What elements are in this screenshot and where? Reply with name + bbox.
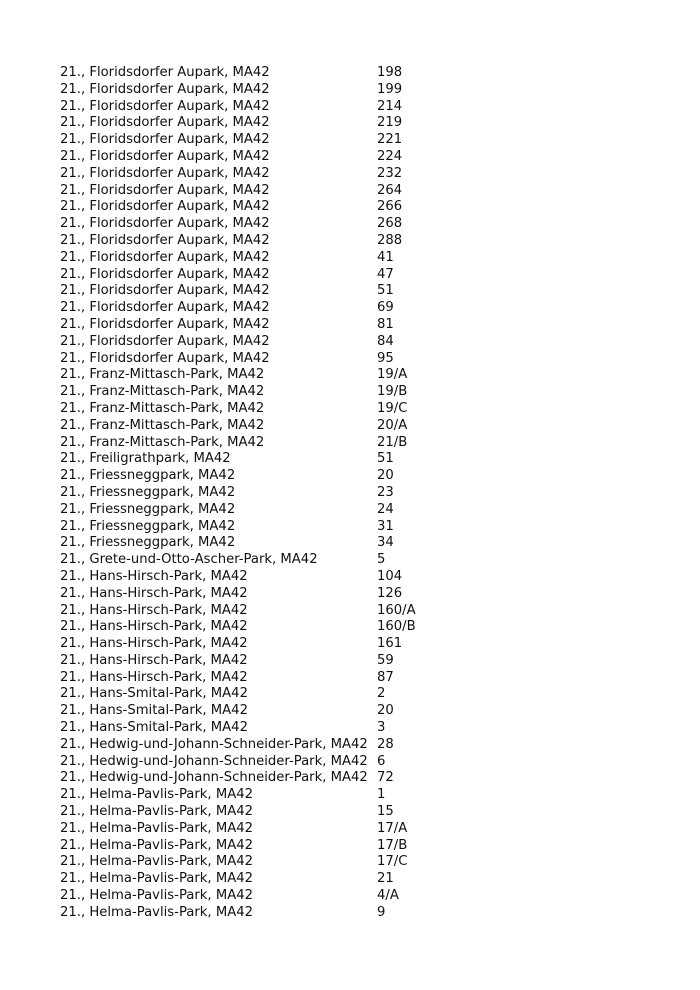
table-row bbox=[60, 535, 660, 552]
park-name-cell: 21., Hans-Hirsch-Park, MA42 bbox=[60, 619, 248, 635]
park-name-cell: 21., Floridsdorfer Aupark, MA42 bbox=[60, 300, 270, 316]
table-row bbox=[60, 451, 660, 468]
tree-number-cell: 23 bbox=[377, 484, 394, 500]
tree-number-cell: 2 bbox=[377, 686, 386, 702]
tree-number-cell: 34 bbox=[377, 535, 394, 551]
tree-number-cell: 198 bbox=[377, 65, 403, 80]
tree-number-cell: 1 bbox=[377, 787, 386, 803]
park-name-cell: 21., Floridsdorfer Aupark, MA42 bbox=[60, 165, 270, 181]
table-row bbox=[60, 132, 660, 149]
park-name-cell: 21., Helma-Pavlis-Park, MA42 bbox=[60, 871, 254, 887]
park-name-cell: 21., Franz-Mittasch-Park, MA42 bbox=[60, 367, 265, 383]
park-name-cell: 21., Franz-Mittasch-Park, MA42 bbox=[60, 434, 265, 450]
tree-number-cell: 87 bbox=[377, 669, 394, 685]
tree-number-cell: 20 bbox=[377, 703, 394, 719]
tree-number-cell: 72 bbox=[377, 770, 394, 786]
table-row bbox=[60, 115, 660, 132]
table-row bbox=[60, 183, 660, 200]
park-name-cell: 21., Helma-Pavlis-Park, MA42 bbox=[60, 854, 254, 870]
table-row bbox=[60, 787, 660, 804]
park-name-cell: 21., Hedwig-und-Johann-Schneider-Park, MA42 bbox=[60, 753, 368, 769]
park-name-cell: 21., Floridsdorfer Aupark, MA42 bbox=[60, 216, 270, 232]
table-row bbox=[60, 468, 660, 485]
park-name-cell: 21., Floridsdorfer Aupark, MA42 bbox=[60, 65, 270, 80]
tree-number-cell: 264 bbox=[377, 182, 403, 198]
park-name-cell: 21., Friessneggpark, MA42 bbox=[60, 501, 236, 517]
table-row bbox=[60, 82, 660, 99]
tree-number-cell: 84 bbox=[377, 333, 394, 349]
tree-number-cell: 4/A bbox=[377, 888, 399, 904]
table-row bbox=[60, 334, 660, 351]
table-row bbox=[60, 519, 660, 536]
park-name-cell: 21., Franz-Mittasch-Park, MA42 bbox=[60, 417, 265, 433]
tree-number-cell: 5 bbox=[377, 552, 386, 568]
tree-number-cell: 232 bbox=[377, 165, 403, 181]
table-row bbox=[60, 636, 660, 653]
park-name-cell: 21., Hedwig-und-Johann-Schneider-Park, MA42 bbox=[60, 736, 368, 752]
table-row bbox=[60, 199, 660, 216]
park-name-cell: 21., Hedwig-und-Johann-Schneider-Park, MA42 bbox=[60, 770, 368, 786]
park-name-cell: 21., Freiligrathpark, MA42 bbox=[60, 451, 231, 467]
park-name-cell: 21., Helma-Pavlis-Park, MA42 bbox=[60, 837, 254, 853]
park-name-cell: 21., Floridsdorfer Aupark, MA42 bbox=[60, 283, 270, 299]
tree-number-cell: 21 bbox=[377, 871, 394, 887]
tree-number-cell: 19/A bbox=[377, 367, 408, 383]
park-name-cell: 21., Floridsdorfer Aupark, MA42 bbox=[60, 199, 270, 215]
park-name-cell: 21., Franz-Mittasch-Park, MA42 bbox=[60, 400, 265, 416]
tree-number-cell: 224 bbox=[377, 148, 403, 164]
tree-number-cell: 268 bbox=[377, 216, 403, 232]
park-name-cell: 21., Floridsdorfer Aupark, MA42 bbox=[60, 249, 270, 265]
park-name-cell: 21., Floridsdorfer Aupark, MA42 bbox=[60, 98, 270, 114]
tree-number-cell: 17/A bbox=[377, 820, 408, 836]
park-name-cell: 21., Helma-Pavlis-Park, MA42 bbox=[60, 904, 254, 920]
park-name-cell: 21., Friessneggpark, MA42 bbox=[60, 518, 236, 534]
tree-number-cell: 126 bbox=[377, 585, 403, 601]
table-row bbox=[60, 233, 660, 250]
tree-number-cell: 24 bbox=[377, 501, 394, 517]
table-row bbox=[60, 821, 660, 838]
table-row bbox=[60, 770, 660, 787]
park-name-cell: 21., Floridsdorfer Aupark, MA42 bbox=[60, 148, 270, 164]
tree-number-cell: 20/A bbox=[377, 417, 408, 433]
park-tree-list bbox=[60, 65, 660, 922]
tree-number-cell: 81 bbox=[377, 316, 394, 332]
park-name-cell: 21., Floridsdorfer Aupark, MA42 bbox=[60, 182, 270, 198]
table-row bbox=[60, 485, 660, 502]
table-row bbox=[60, 351, 660, 368]
table-row bbox=[60, 149, 660, 166]
table-row bbox=[60, 216, 660, 233]
tree-number-cell: 47 bbox=[377, 266, 394, 282]
table-row bbox=[60, 905, 660, 922]
tree-number-cell: 221 bbox=[377, 132, 403, 148]
table-row bbox=[60, 317, 660, 334]
table-row bbox=[60, 619, 660, 636]
tree-number-cell: 160/B bbox=[377, 619, 416, 635]
table-row bbox=[60, 888, 660, 905]
tree-number-cell: 199 bbox=[377, 81, 403, 97]
table-row bbox=[60, 586, 660, 603]
table-row bbox=[60, 401, 660, 418]
park-name-cell: 21., Hans-Hirsch-Park, MA42 bbox=[60, 585, 248, 601]
table-row bbox=[60, 384, 660, 401]
table-row bbox=[60, 804, 660, 821]
table-row bbox=[60, 686, 660, 703]
tree-number-cell: 219 bbox=[377, 115, 403, 131]
tree-number-cell: 17/B bbox=[377, 837, 408, 853]
park-name-cell: 21., Franz-Mittasch-Park, MA42 bbox=[60, 384, 265, 400]
table-row bbox=[60, 653, 660, 670]
tree-number-cell: 288 bbox=[377, 232, 403, 248]
tree-number-cell: 6 bbox=[377, 753, 386, 769]
table-row bbox=[60, 283, 660, 300]
park-name-cell: 21., Helma-Pavlis-Park, MA42 bbox=[60, 888, 254, 904]
tree-number-cell: 104 bbox=[377, 568, 403, 584]
table-row bbox=[60, 552, 660, 569]
table-row bbox=[60, 754, 660, 771]
park-name-cell: 21., Hans-Smital-Park, MA42 bbox=[60, 703, 248, 719]
tree-number-cell: 15 bbox=[377, 804, 394, 820]
park-name-cell: 21., Helma-Pavlis-Park, MA42 bbox=[60, 787, 254, 803]
table-row bbox=[60, 65, 660, 82]
park-name-cell: 21., Hans-Hirsch-Park, MA42 bbox=[60, 636, 248, 652]
tree-number-cell: 69 bbox=[377, 300, 394, 316]
tree-number-cell: 161 bbox=[377, 636, 403, 652]
table-row bbox=[60, 720, 660, 737]
park-name-cell: 21., Friessneggpark, MA42 bbox=[60, 484, 236, 500]
tree-number-cell: 17/C bbox=[377, 854, 408, 870]
tree-number-cell: 59 bbox=[377, 652, 394, 668]
tree-number-cell: 21/B bbox=[377, 434, 408, 450]
tree-number-cell: 31 bbox=[377, 518, 394, 534]
table-row bbox=[60, 703, 660, 720]
table-row bbox=[60, 854, 660, 871]
tree-number-cell: 19/C bbox=[377, 400, 408, 416]
tree-number-cell: 51 bbox=[377, 451, 394, 467]
table-row bbox=[60, 166, 660, 183]
table-row bbox=[60, 871, 660, 888]
park-name-cell: 21., Floridsdorfer Aupark, MA42 bbox=[60, 266, 270, 282]
park-name-cell: 21., Hans-Hirsch-Park, MA42 bbox=[60, 669, 248, 685]
park-name-cell: 21., Hans-Smital-Park, MA42 bbox=[60, 686, 248, 702]
tree-number-cell: 51 bbox=[377, 283, 394, 299]
table-row bbox=[60, 367, 660, 384]
table-row bbox=[60, 838, 660, 855]
table-row bbox=[60, 99, 660, 116]
park-name-cell: 21., Hans-Smital-Park, MA42 bbox=[60, 720, 248, 736]
park-name-cell: 21., Floridsdorfer Aupark, MA42 bbox=[60, 350, 270, 366]
park-name-cell: 21., Hans-Hirsch-Park, MA42 bbox=[60, 652, 248, 668]
park-name-cell: 21., Floridsdorfer Aupark, MA42 bbox=[60, 316, 270, 332]
table-row bbox=[60, 267, 660, 284]
tree-number-cell: 28 bbox=[377, 736, 394, 752]
tree-number-cell: 266 bbox=[377, 199, 403, 215]
table-row bbox=[60, 603, 660, 620]
table-row bbox=[60, 502, 660, 519]
table-row bbox=[60, 418, 660, 435]
park-name-cell: 21., Helma-Pavlis-Park, MA42 bbox=[60, 804, 254, 820]
park-name-cell: 21., Floridsdorfer Aupark, MA42 bbox=[60, 115, 270, 131]
park-name-cell: 21., Floridsdorfer Aupark, MA42 bbox=[60, 81, 270, 97]
tree-number-cell: 41 bbox=[377, 249, 394, 265]
tree-number-cell: 20 bbox=[377, 468, 394, 484]
park-name-cell: 21., Grete-und-Otto-Ascher-Park, MA42 bbox=[60, 552, 318, 568]
tree-number-cell: 214 bbox=[377, 98, 403, 114]
table-row bbox=[60, 569, 660, 586]
park-name-cell: 21., Helma-Pavlis-Park, MA42 bbox=[60, 820, 254, 836]
table-row bbox=[60, 300, 660, 317]
tree-number-cell: 95 bbox=[377, 350, 394, 366]
park-name-cell: 21., Hans-Hirsch-Park, MA42 bbox=[60, 568, 248, 584]
table-row bbox=[60, 250, 660, 267]
table-row bbox=[60, 670, 660, 687]
tree-number-cell: 160/A bbox=[377, 602, 416, 618]
park-name-cell: 21., Friessneggpark, MA42 bbox=[60, 535, 236, 551]
table-row bbox=[60, 435, 660, 452]
park-name-cell: 21., Floridsdorfer Aupark, MA42 bbox=[60, 132, 270, 148]
park-name-cell: 21., Hans-Hirsch-Park, MA42 bbox=[60, 602, 248, 618]
tree-number-cell: 3 bbox=[377, 720, 386, 736]
tree-number-cell: 9 bbox=[377, 904, 386, 920]
table-row bbox=[60, 737, 660, 754]
park-name-cell: 21., Friessneggpark, MA42 bbox=[60, 468, 236, 484]
park-name-cell: 21., Floridsdorfer Aupark, MA42 bbox=[60, 232, 270, 248]
park-name-cell: 21., Floridsdorfer Aupark, MA42 bbox=[60, 333, 270, 349]
tree-number-cell: 19/B bbox=[377, 384, 408, 400]
